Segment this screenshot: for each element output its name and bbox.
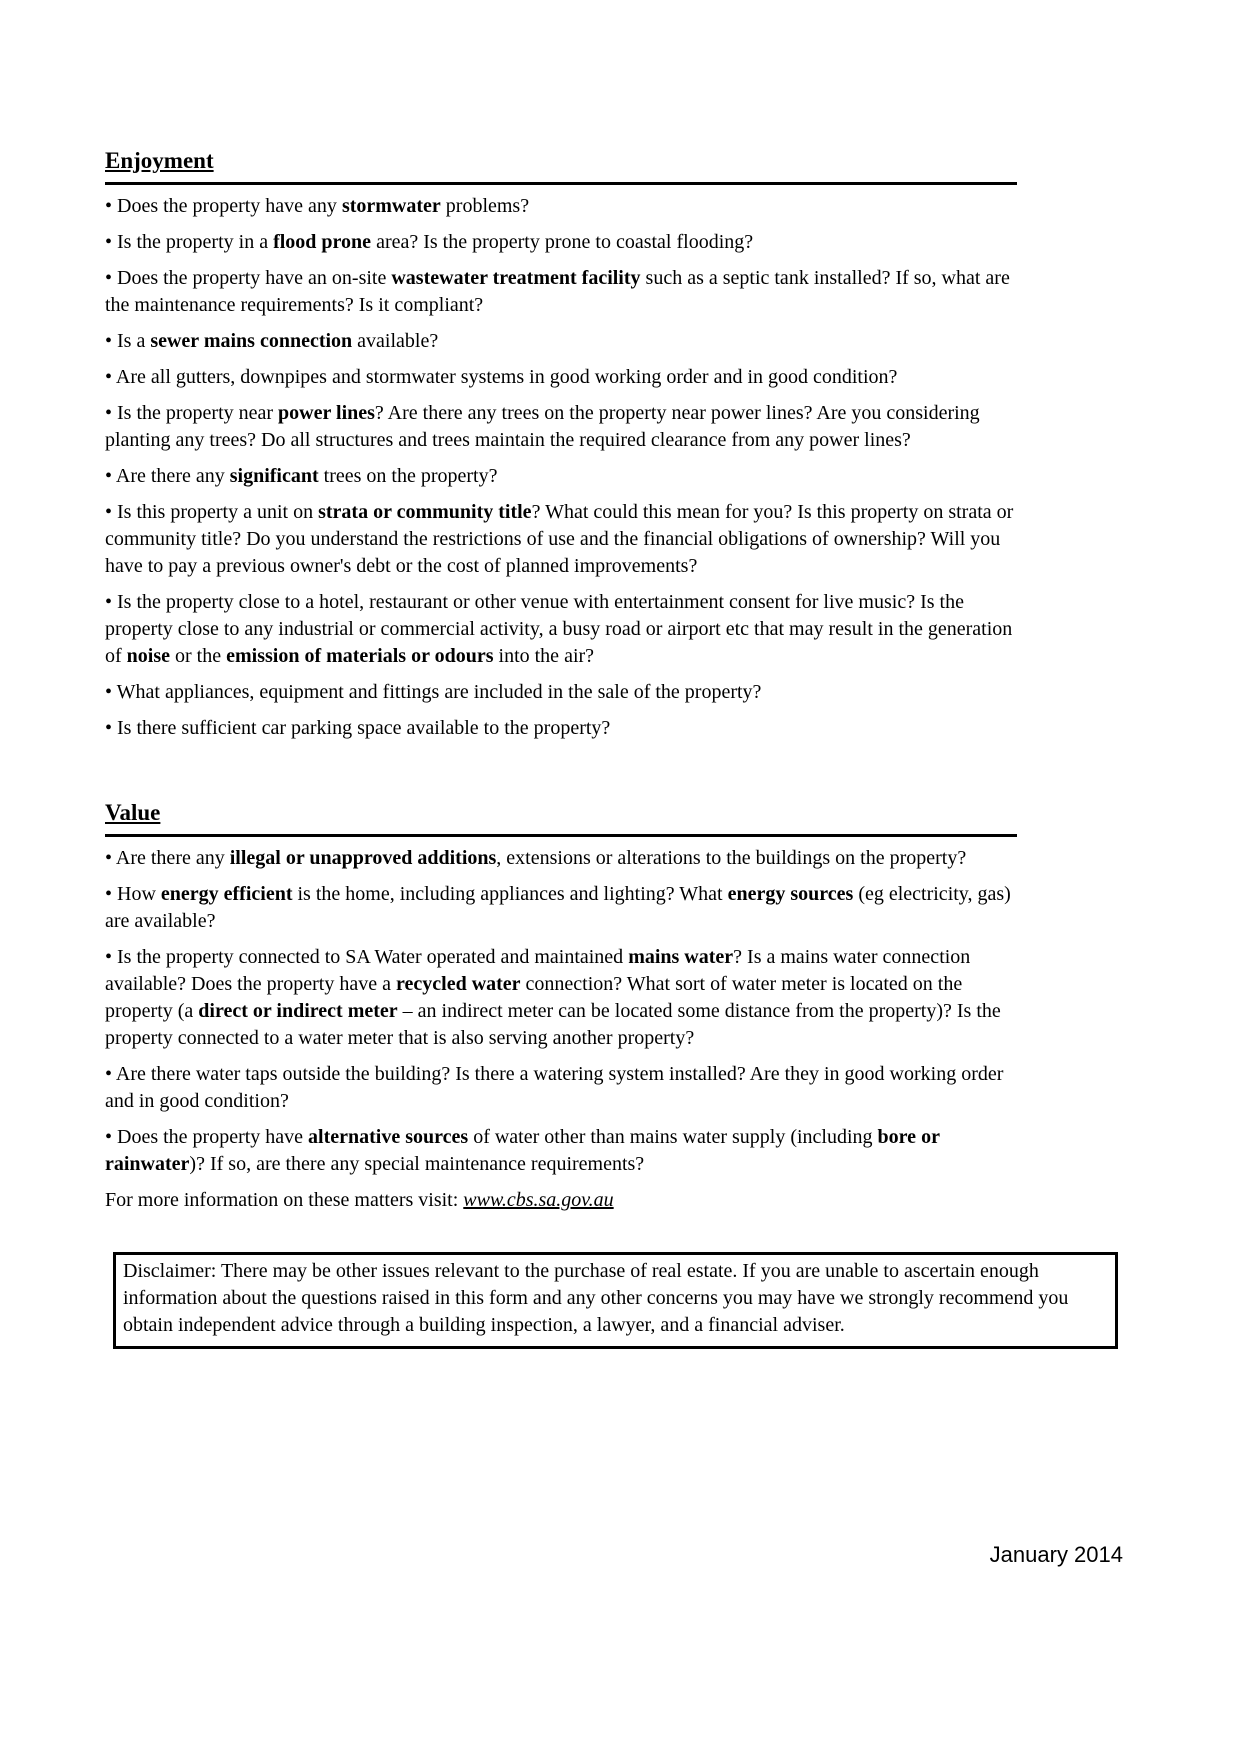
text-run: or the [170,645,227,667]
bold-text-run: strata or community title [318,501,532,523]
bold-text-run: significant [229,465,319,487]
bold-text-run: alternative sources [308,1126,469,1148]
text-run: • Is a [105,330,151,352]
text-run: • Is the property connected to SA Water operated and maintained [105,946,629,968]
text-run: ? Is a mains water connection available? Does the property have a [105,946,971,995]
text-run: trees on the property? [318,465,498,487]
text-run: connection? What sort of water meter is located on the property (a [105,973,963,1022]
text-run: • Does the property have an on-site [105,267,392,289]
section-heading-value [105,797,1017,837]
text-run: • Are there water taps outside the building? Is there a watering system installed? Are they in good working order and in good condition? [105,1063,1004,1112]
disclaimer-box [113,1252,1118,1349]
text-run: (eg electricity, gas) are available? [105,883,1011,932]
text-run: )? If so, are there any special maintenance requirements? [189,1153,645,1175]
bold-text-run: bore or rainwater [105,1126,940,1175]
bold-text-run: noise [126,645,171,667]
text-run: ? Are there any trees on the property near power lines? Are you considering planting any trees? Do all structures and trees maintain the required clearance from any power lines? [105,402,980,451]
bullet-item [105,944,1017,1052]
bullet-item [105,715,1017,742]
text-run: available? [352,330,439,352]
bold-text-run: mains water [628,946,734,968]
text-run: • Does the property have [105,1126,309,1148]
more-info-line [105,1187,1017,1214]
bold-text-run: energy sources [727,883,854,905]
bullet-item [105,328,1017,355]
bold-text-run: stormwater [341,195,441,217]
section-heading-text: Enjoyment [105,148,214,173]
bold-text-run: wastewater treatment facility [391,267,641,289]
section-heading-text: Value [105,800,161,825]
text-run: is the home, including appliances and lighting? What [292,883,728,905]
bold-text-run: illegal or unapproved additions [229,847,497,869]
text-run: • Are there any [105,465,230,487]
text-run: • Are there any [105,847,230,869]
section-enjoyment [105,145,1017,742]
section-heading-enjoyment [105,145,1017,185]
text-run: • What appliances, equipment and fittings are included in the sale of the property? [105,681,762,703]
text-run: • Is there sufficient car parking space available to the property? [105,717,611,739]
text-run: • Does the property have any [105,195,342,217]
text-run: – an indirect meter can be located some distance from the property)? Is the property connected to a water meter that is also serving another property? [105,1000,1001,1049]
bullet-item [105,463,1017,490]
bold-text-run: energy efficient [160,883,293,905]
more-info-text: For more information on these matters visit: [105,1189,464,1211]
text-run: • Is the property close to a hotel, restaurant or other venue with entertainment consent for live music? Is the property close to any industrial or commercial activity, a busy road or airport etc that may result in the generation of [105,591,1013,667]
text-run: • Is the property near [105,402,279,424]
bullet-item [105,499,1017,580]
bullet-item [105,845,1017,872]
bullet-list-enjoyment [105,193,1017,742]
document-content [105,145,1017,1214]
text-run: • How [105,883,161,905]
bullet-item [105,1124,1017,1178]
bullet-list-value [105,845,1017,1178]
text-run: such as a septic tank installed? If so, what are the maintenance requirements? Is it compliant? [105,267,1010,316]
bullet-item [105,1061,1017,1115]
bold-text-run: direct or indirect meter [198,1000,398,1022]
bold-text-run: recycled water [395,973,521,995]
bold-text-run: power lines [278,402,375,424]
bullet-item [105,589,1017,670]
bullet-item [105,400,1017,454]
disclaimer-text: Disclaimer: There may be other issues relevant to the purchase of real estate. If you are unable to ascertain enough information about the questions raised in this form and any other concerns you may have we strongly recommend you obtain independent advice through a building inspection, a lawyer, and a financial adviser. [123,1260,1069,1336]
bold-text-run: sewer mains connection [150,330,353,352]
bold-text-run: emission of materials or odours [226,645,494,667]
text-run: ? What could this mean for you? Is this property on strata or community title? Do you understand the restrictions of use and the financial obligations of ownership? Will you have to pay a previous owner's debt or the cost of planned improvements? [105,501,1014,577]
bullet-item [105,364,1017,391]
footer-date: January 2014 [989,1542,1123,1567]
bullet-item [105,881,1017,935]
text-run: • Is this property a unit on [105,501,319,523]
text-run: into the air? [493,645,595,667]
text-run: area? Is the property prone to coastal flooding? [371,231,754,253]
bullet-item [105,193,1017,220]
text-run: problems? [440,195,530,217]
text-run: • Are all gutters, downpipes and stormwater systems in good working order and in good condition? [105,366,898,388]
cbs-website-link[interactable]: www.cbs.sa.gov.au [463,1189,614,1211]
text-run: of water other than mains water supply (including [468,1126,878,1148]
text-run: • Is the property in a [105,231,274,253]
bold-text-run: flood prone [273,231,372,253]
text-run: , extensions or alterations to the buildings on the property? [496,847,967,869]
bullet-item [105,265,1017,319]
bullet-item [105,229,1017,256]
section-value [105,797,1017,1178]
bullet-item [105,679,1017,706]
